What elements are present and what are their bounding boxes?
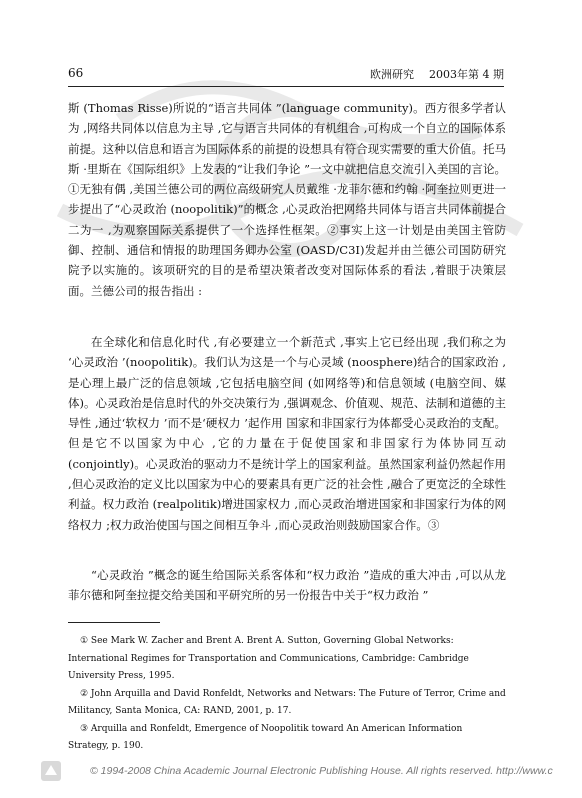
copyright-notice: © 1994-2008 China Academic Journal Electronic Publishing House. All rights reserved. http://www.c (90, 765, 553, 777)
quote-text: 在全球化和信息化时代 ,有必要建立一个新范式 ,事实上它已经出现 ,我们称之为 ‘心灵政治 ’(noopolitik)。我们认为这是一个与心灵域 (noosphere)结合的国家政治 ,是心理上最广泛的信息领域 ,它包括电脑空间 (如网络等)和信息领域 (电脑空间、媒体)。心灵政治是信息时代的外交决策行为 ,强调观念、价值观、规范、法制和道德的主导性 ,通过‘软权力 ’而不是‘硬权力 ’起作用 国家和非国家行为体都受心灵政治的支配。但是它不以国家为中心 ,它的力量在于促使国家和非国家行为体协同互动 (conjointly)。心灵政治的驱动力不是统计学上的国家利益。虽然国家利益仍然起作用 ,但心灵政治的定义比以国家为中心的要素具有更广泛的社会性 ,融合了更宽泛的全球性利益。权力政治 (realpolitik)增进国家权力 ,而心灵政治增进国家和非国家行为体的网络权力 ;权力政治使国与国之间相互争斗 ,而心灵政治则鼓励国家合作。③ (68, 335, 506, 532)
footnote-divider (68, 622, 160, 623)
paragraph-text: 斯 (Thomas Risse)所说的“语言共同体 ”(language community)。西方很多学者认为 ,网络共同体以信息为主导 ,它与语言共同体的有机组合 ,可构成一个自立的国际体系前提。这种以信息和语言为国际体系的前提的设想具有符合现实需要的重大价值。托马斯 ·里斯在《国际组织》上发表的“让我们争论 ”一文中就把信息交流引入美国的言论。①无独有偶 ,美国兰德公司的两位高级研究人员戴维 ·龙菲尔德和约翰 ·阿奎拉则更进一步提出了“心灵政治 (noopolitik)”的概念 ,心灵政治把网络共同体与语言共同体前提合二为一 ,为观察国际关系提供了一个选择性框架。②事实上这一计划是由美国主管防御、控制、通信和情报的助理国务卿办公室 (OASD/C3I)发起并由兰德公司国防研究院予以实施的。该项研究的目的是希望决策者改变对国际体系的看法 ,着眼于决策层面。兰德公司的报告指出 : (68, 101, 506, 298)
header-divider (68, 86, 504, 87)
footnote-3: ③ Arquilla and Ronfeldt, Emergence of Noopolitik toward An American Information Strategy, p. 190. (68, 723, 463, 751)
footnote-2: ② John Arquilla and David Ronfeldt, Networks and Netwars: The Future of Terror, Crime and Militancy, Santa Monica, CA: RAND, 2001, p. 17. (68, 688, 506, 716)
issue-label: 2003年第 4 期 (429, 68, 504, 81)
paragraph-text: “心灵政治 ”概念的诞生给国际关系客体和“权力政治 ”造成的重大冲击 ,可以从龙菲尔德和阿奎拉提交给美国和平研究所的另一份报告中关于“权力政治 ” (68, 568, 506, 603)
block-quote (68, 332, 506, 535)
footnote-1: ① See Mark W. Zacher and Brent A. Brent A. Sutton, Governing Global Networks: International Regimes for Transportation and Communications, Cambridge: Cambridge University Press, 1995. (68, 636, 469, 681)
body-paragraph-1 (68, 98, 506, 301)
page-footer (40, 758, 582, 786)
page-number: 66 (68, 66, 84, 80)
body-paragraph-2 (68, 565, 506, 606)
footnotes (68, 633, 506, 756)
page-header (68, 66, 504, 84)
journal-title: 欧洲研究 (370, 68, 414, 81)
cnki-logo-icon (40, 760, 62, 782)
